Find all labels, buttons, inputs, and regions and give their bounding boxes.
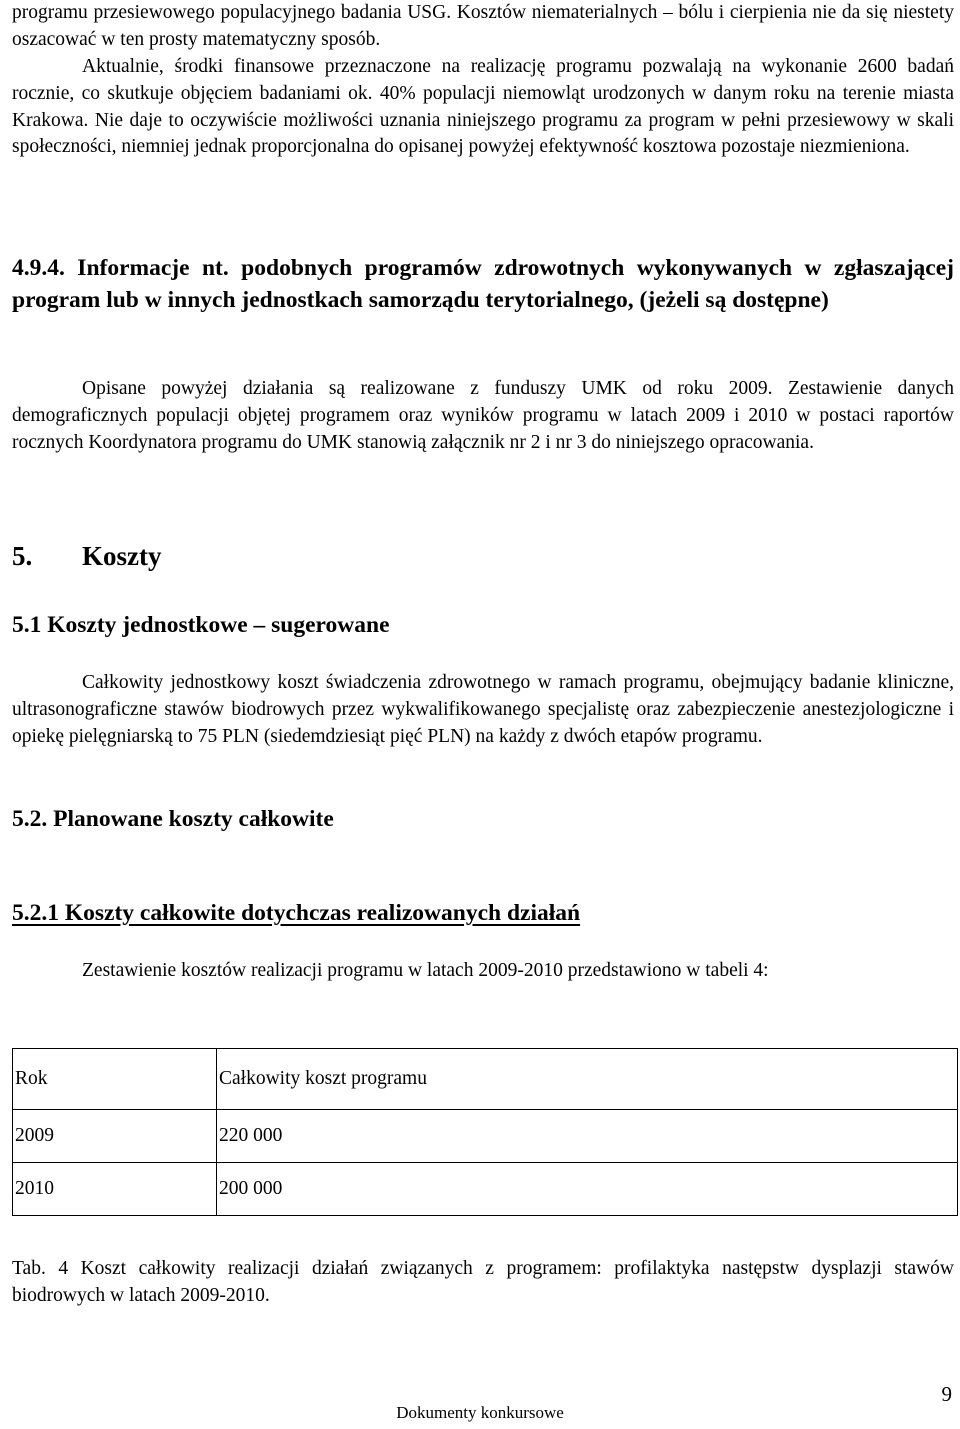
paragraph-usg-costs: programu przesiewowego populacyjnego badania USG. Kosztów niematerialnych – bólu i cierpienia nie da się niestety oszacować w ten prosty matematyczny sposób. (12, 2, 954, 50)
heading-5-number: 5. (12, 541, 33, 571)
table-header-row (13, 1049, 958, 1110)
paragraph-funding: Aktualnie, środki finansowe przeznaczone na realizację programu pozwalają na wykonanie 2600 badań rocznie, co skutkuje objęciem badaniami ok. 40% populacji niemowląt urodzonych w danym roku na terenie miasta Krakowa. Nie daje to oczywiście możliwości uznania niniejszego programu za program w pełni przesiewowy w skali społeczności, niemniej jednak proporcjonalna do opisanej powyżej efektywność kosztowa pozostaje niezmieniona. (12, 56, 954, 158)
heading-5-koszty (12, 540, 161, 572)
table-header-year: Rok (13, 1049, 217, 1110)
paragraph-umk-funding: Opisane powyżej działania są realizowane z funduszy UMK od roku 2009. Zestawienie danych demograficznych populacji objętej programem oraz wyników programu w latach 2009 i 2010 w postaci raportów rocznych Koordynatora programu do UMK stanowią załącznik nr 2 i nr 3 do niniejszego opracowania. (12, 378, 954, 453)
table-cell-cost: 200 000 (217, 1163, 958, 1216)
table-cell-year: 2010 (13, 1163, 217, 1216)
heading-5-2: 5.2. Planowane koszty całkowite (12, 806, 334, 832)
table-row (13, 1110, 958, 1163)
table-header-total-cost: Całkowity koszt programu (217, 1049, 958, 1110)
table-cell-cost: 220 000 (217, 1110, 958, 1163)
heading-5-2-1: 5.2.1 Koszty całkowite dotychczas realizowanych działań (12, 900, 581, 926)
paragraph-unit-cost: Całkowity jednostkowy koszt świadczenia zdrowotnego w ramach programu, obejmujący badanie kliniczne, ultrasonograficzne stawów biodrowych przez wykwalifikowanego specjalistę oraz zabezpieczenie anestezjologiczne i opiekę pielęgniarską to 75 PLN (siedemdziesiąt pięć PLN) na każdy z dwóch etapów programu. (12, 672, 954, 747)
heading-4-9-4: 4.9.4. Informacje nt. podobnych programów zdrowotnych wykonywanych w zgłaszającej program lub w innych jednostkach samorządu terytorialnego, (jeżeli są dostępne) (12, 255, 954, 313)
table-cell-year: 2009 (13, 1110, 217, 1163)
table-row (13, 1163, 958, 1216)
page-number: 9 (941, 1382, 952, 1406)
paragraph-table-intro: Zestawienie kosztów realizacji programu w latach 2009-2010 przedstawiono w tabeli 4: (82, 960, 769, 981)
heading-5-title: Koszty (82, 541, 162, 571)
cost-table (12, 1048, 958, 1216)
table-caption: Tab. 4 Koszt całkowity realizacji działań związanych z programem: profilaktyka następstw dysplazji stawów biodrowych w latach 2009-2010. (12, 1258, 954, 1306)
page-footer: Dokumenty konkursowe (396, 1403, 564, 1422)
heading-5-1: 5.1 Koszty jednostkowe – sugerowane (12, 612, 390, 638)
